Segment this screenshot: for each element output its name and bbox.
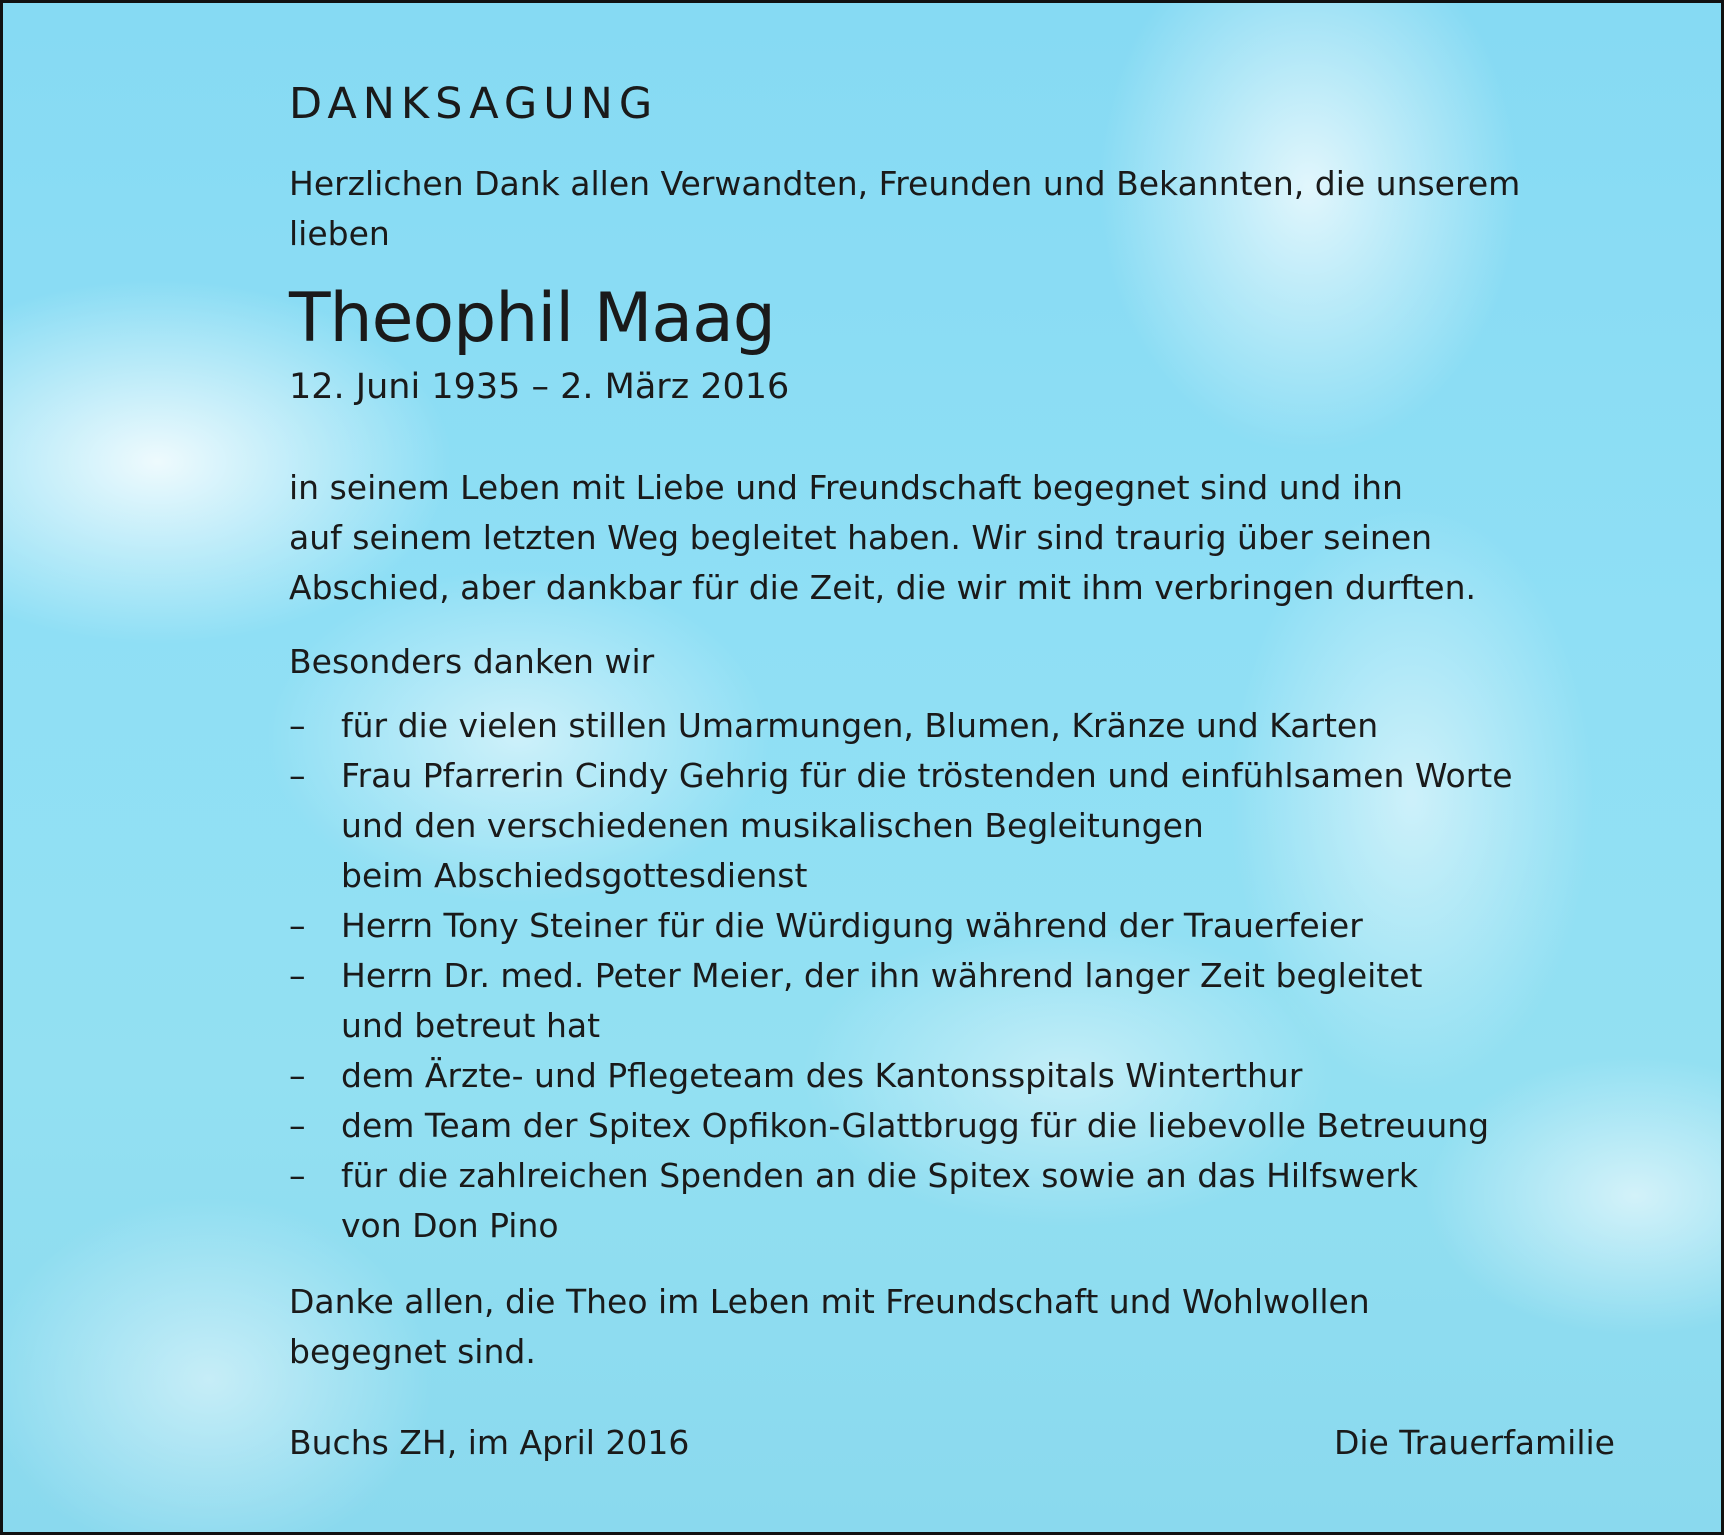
main-paragraph bbox=[289, 463, 1629, 613]
list-item-line: und betreut hat bbox=[341, 1006, 601, 1045]
bullet-dash: – bbox=[289, 956, 306, 995]
bullet-dash: – bbox=[289, 1106, 306, 1145]
notice-heading: DANKSAGUNG bbox=[289, 79, 659, 129]
list-item bbox=[289, 901, 1629, 951]
list-item-line: dem Team der Spitex Opfikon-Glattbrugg für die liebevolle Betreuung bbox=[341, 1106, 1490, 1145]
list-item-line: Herrn Dr. med. Peter Meier, der ihn während langer Zeit begleitet bbox=[341, 956, 1423, 995]
closing-line: Danke allen, die Theo im Leben mit Freundschaft und Wohlwollen bbox=[289, 1282, 1370, 1321]
paragraph-line: in seinem Leben mit Liebe und Freundschaft begegnet sind und ihn bbox=[289, 468, 1403, 507]
list-item-line: von Don Pino bbox=[341, 1206, 559, 1245]
list-item-line: für die vielen stillen Umarmungen, Blumen, Kränze und Karten bbox=[341, 706, 1379, 745]
place-date: Buchs ZH, im April 2016 bbox=[289, 1423, 690, 1462]
list-item-line: beim Abschiedsgottesdienst bbox=[341, 856, 808, 895]
list-item bbox=[289, 1151, 1629, 1251]
thanks-list bbox=[289, 701, 1629, 1251]
list-item bbox=[289, 951, 1629, 1051]
list-item-line: Herrn Tony Steiner für die Würdigung während der Trauerfeier bbox=[341, 906, 1363, 945]
list-item-line: Frau Pfarrerin Cindy Gehrig für die tröstenden und einfühlsamen Worte bbox=[341, 756, 1513, 795]
closing-line: begegnet sind. bbox=[289, 1332, 536, 1371]
signature: Die Trauerfamilie bbox=[1333, 1423, 1615, 1462]
intro-text: Herzlichen Dank allen Verwandten, Freunden und Bekannten, die unserem lieben bbox=[289, 164, 1521, 253]
list-item bbox=[289, 701, 1629, 751]
list-item bbox=[289, 751, 1629, 901]
paragraph-line: auf seinem letzten Weg begleitet haben. Wir sind traurig über seinen bbox=[289, 518, 1433, 557]
list-item-line: und den verschiedenen musikalischen Begleitungen bbox=[341, 806, 1204, 845]
bullet-dash: – bbox=[289, 706, 306, 745]
life-dates: 12. Juni 1935 – 2. März 2016 bbox=[289, 367, 790, 407]
list-item-line: dem Ärzte- und Pflegeteam des Kantonsspitals Winterthur bbox=[341, 1056, 1303, 1095]
deceased-name: Theophil Maag bbox=[289, 279, 775, 358]
list-item bbox=[289, 1051, 1629, 1101]
list-item-line: für die zahlreichen Spenden an die Spitex sowie an das Hilfswerk bbox=[341, 1156, 1418, 1195]
closing-paragraph bbox=[289, 1277, 1629, 1377]
notice-content bbox=[289, 73, 1629, 1377]
bullet-dash: – bbox=[289, 1056, 306, 1095]
paragraph-line: Abschied, aber dankbar für die Zeit, die wir mit ihm verbringen durften. bbox=[289, 568, 1476, 607]
thanks-heading: Besonders danken wir bbox=[289, 642, 655, 681]
bullet-dash: – bbox=[289, 1156, 306, 1195]
bullet-dash: – bbox=[289, 756, 306, 795]
list-item bbox=[289, 1101, 1629, 1151]
bullet-dash: – bbox=[289, 906, 306, 945]
